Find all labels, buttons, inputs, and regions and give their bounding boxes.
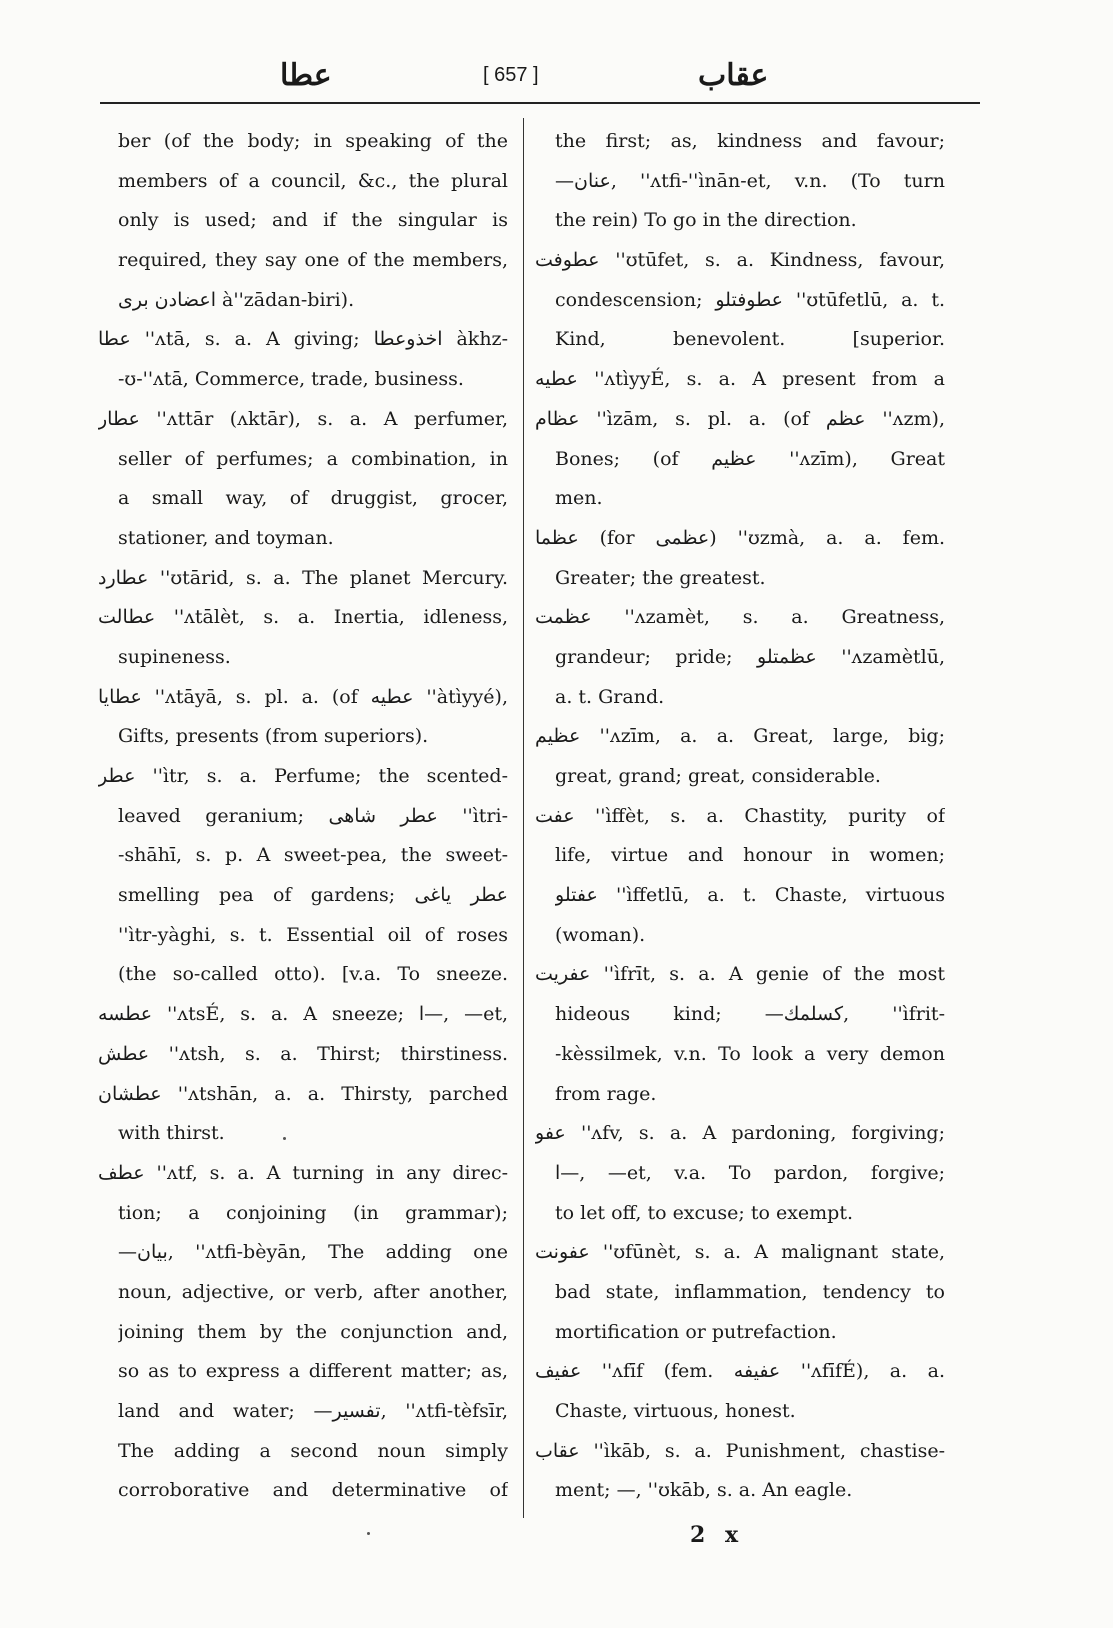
left-column-line: leaved geranium; عطر شاهی ''ìtri-	[118, 804, 508, 827]
right-column-line: عظما (for عظمى) ''ʊzmà, a. a. fem.	[535, 526, 945, 549]
right-column-line: from rage.	[555, 1082, 657, 1105]
right-column-line: عظيم ''ʌzīm, a. a. Great, large, big;	[535, 725, 945, 748]
right-column-line: the rein) To go in the direction.	[555, 209, 857, 232]
right-column-line: to let off, to excuse; to exempt.	[555, 1201, 854, 1224]
page-number: [ 657 ]	[483, 64, 539, 86]
right-column-line: Kind, benevolent. [superior.	[555, 328, 945, 351]
left-column-line: اعضادن بری à''zādan-biri).	[118, 288, 355, 311]
header-left-word: عطا	[280, 58, 332, 93]
left-column-line: عطار ''ʌttār (ʌktār), s. a. A perfumer,	[98, 407, 508, 430]
left-column-line: -shāhī, s. p. A sweet-pea, the sweet-	[118, 844, 508, 867]
left-column-line: عطايا ''ʌtāyā, s. pl. a. (of عطيه ''àtìyyé),	[98, 685, 508, 708]
left-column-line: -ʊ-''ʌtā, Commerce, trade, business.	[118, 368, 464, 391]
page-header	[100, 58, 980, 108]
right-column	[535, 122, 945, 1511]
column-divider	[523, 118, 524, 1518]
header-rule	[100, 102, 980, 104]
left-column-line: required, they say one of the members,	[118, 249, 508, 272]
right-column-line: عطيه ''ʌtìyyÉ, s. a. A present from a	[535, 368, 945, 391]
right-column-line: Greater; the greatest.	[555, 566, 766, 589]
right-column-line: Bones; (of عظيم ''ʌzīm), Great	[555, 447, 945, 470]
left-column-line: tion; a conjoining (in grammar);	[118, 1201, 508, 1224]
left-column-line: —بيان, ''ʌtfi-bèyān, The adding one	[118, 1241, 508, 1264]
left-column-line: عطا ''ʌtā, s. a. A giving; اخذوعطا àkhz-	[98, 328, 508, 351]
right-column-line: عطوفت ''ʊtūfet, s. a. Kindness, favour,	[535, 249, 945, 272]
right-column-line: (woman).	[555, 923, 646, 946]
right-column-line: عقاب ''ìkāb, s. a. Punishment, chastise-	[535, 1439, 945, 1462]
right-column-line: grandeur; pride; عظمتلو ''ʌzamètlū,	[555, 645, 945, 668]
right-column-line: —عنان, ''ʌtfi-''ìnān-et, v.n. (To turn	[555, 169, 945, 192]
right-column-line: عفتلو ''ìffetlū, a. t. Chaste, virtuous	[555, 884, 945, 907]
right-column-line: عفيف ''ʌfīf (fem. عفيفه ''ʌfīfÉ), a. a.	[535, 1360, 945, 1383]
left-column-line: (the so-called otto). [v.a. To sneeze.	[118, 963, 508, 986]
left-column-line: supineness.	[118, 645, 231, 668]
right-column-line: life, virtue and honour in women;	[555, 844, 945, 867]
right-column-line: bad state, inflammation, tendency to	[555, 1280, 945, 1303]
left-column-line: ber (of the body; in speaking of the	[118, 130, 508, 152]
right-column-line: hideous kind; —كسلمك, ''ìfrit-	[555, 1003, 945, 1026]
right-column-line: mortification or putrefaction.	[555, 1320, 837, 1343]
print-speck	[367, 1532, 370, 1535]
left-column-line: The adding a second noun simply	[118, 1439, 508, 1462]
left-column-line: joining them by the conjunction and,	[118, 1320, 508, 1343]
right-column-line: the first; as, kindness and favour;	[555, 130, 945, 152]
right-column-line: عظام ''ìzām, s. pl. a. (of عظم ''ʌzm),	[535, 407, 945, 430]
left-column-line: a small way, of druggist, grocer,	[118, 487, 508, 510]
left-column-line: land and water; —تفسير, ''ʌtfi-tèfsīr,	[118, 1400, 508, 1422]
left-column-line: عطش ''ʌtsh, s. a. Thirst; thirstiness.	[98, 1042, 508, 1065]
left-column-line: stationer, and toyman.	[118, 526, 334, 549]
left-column	[98, 122, 508, 1511]
left-column-line: عطشان ''ʌtshān, a. a. Thirsty, parched	[98, 1082, 508, 1105]
right-column-line: -kèssilmek, v.n. To look a very demon	[555, 1042, 945, 1065]
left-column-line: عطف ''ʌtf, s. a. A turning in any direc-	[98, 1161, 508, 1184]
right-column-line: عظمت ''ʌzamèt, s. a. Greatness,	[535, 606, 945, 629]
right-column-line: great, grand; great, considerable.	[555, 765, 881, 787]
left-column-line: members of a council, &c., the plural	[118, 169, 508, 192]
left-column-line: عطر ''ìtr, s. a. Perfume; the scented-	[98, 765, 508, 787]
right-column-line: عفريت ''ìfrīt, s. a. A genie of the most	[535, 963, 945, 986]
left-column-line: corroborative and determinative of	[118, 1479, 508, 1502]
right-column-line: عفونت ''ʊfūnèt, s. a. A malignant state,	[535, 1241, 945, 1264]
left-column-line: noun, adjective, or verb, after another,	[118, 1280, 508, 1303]
left-column-line: so as to express a different matter; as,	[118, 1360, 508, 1383]
left-column-line: smelling pea of gardens; عطر ياغی	[118, 884, 508, 907]
right-column-line: ment; —, ''ʊkāb, s. a. An eagle.	[555, 1479, 853, 1502]
header-right-word: عقاب	[698, 58, 769, 93]
print-speck	[283, 1137, 286, 1140]
right-column-line: Chaste, virtuous, honest.	[555, 1400, 796, 1422]
right-column-line: عفو ''ʌfv, s. a. A pardoning, forgiving;	[535, 1122, 945, 1145]
left-column-line: عطسه ''ʌtsÉ, s. a. A sneeze; ا—, —et,	[98, 1003, 508, 1026]
left-column-line: ''ìtr-yàghi, s. t. Essential oil of roses	[118, 923, 508, 946]
right-column-line: عفت ''ìffèt, s. a. Chastity, purity of	[535, 804, 945, 827]
right-column-line: a. t. Grand.	[555, 685, 665, 708]
right-column-line: men.	[555, 487, 603, 510]
signature-mark: 2 x	[690, 1522, 745, 1548]
right-column-line: ا—, —et, v.a. To pardon, forgive;	[555, 1161, 945, 1184]
left-column-line: with thirst.	[118, 1122, 225, 1145]
left-column-line: seller of perfumes; a combination, in	[118, 447, 508, 470]
left-column-line: عطارد ''ʊtārid, s. a. The planet Mercury.	[98, 566, 508, 589]
left-column-line: Gifts, presents (from superiors).	[118, 725, 429, 748]
right-column-line: condescension; عطوفتلو ''ʊtūfetlū, a. t.	[555, 288, 945, 311]
left-column-line: only is used; and if the singular is	[118, 209, 508, 232]
left-column-line: عطالت ''ʌtālèt, s. a. Inertia, idleness,	[98, 606, 508, 629]
